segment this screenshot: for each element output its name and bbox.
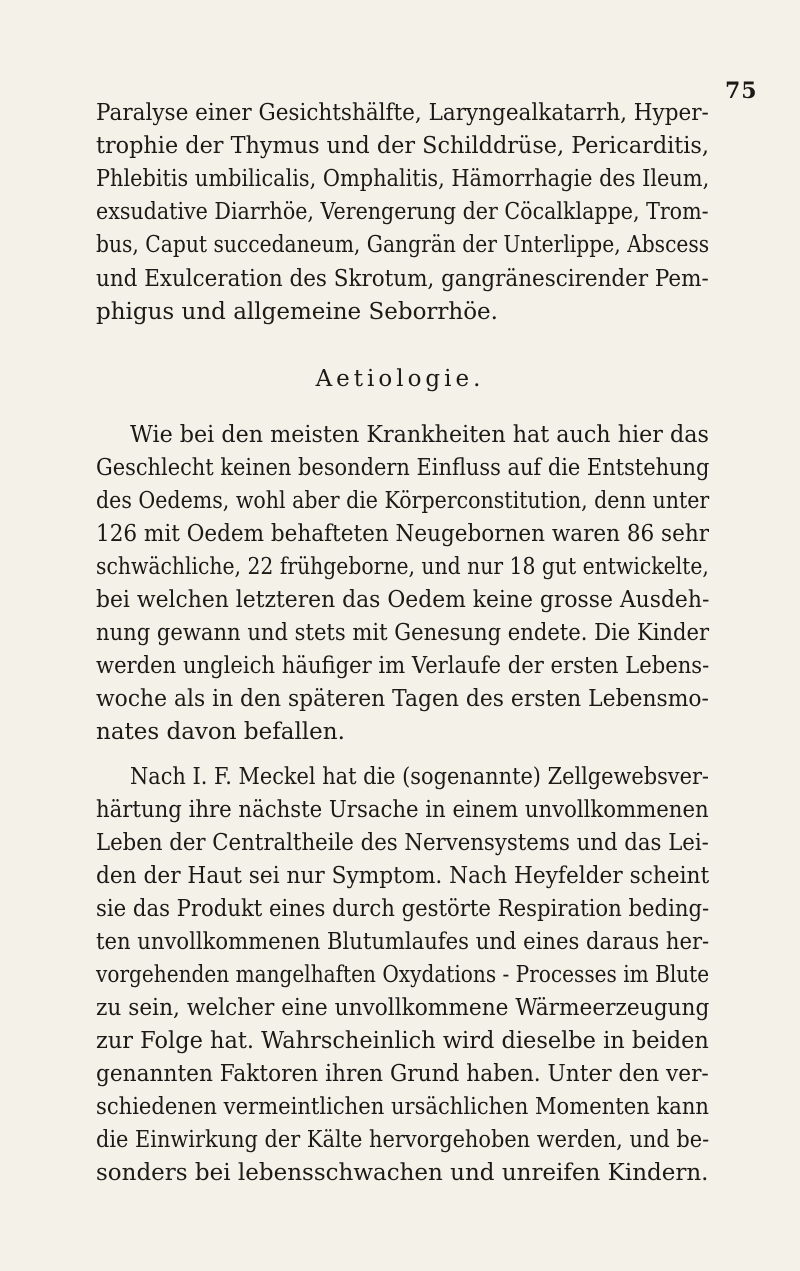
text-line: nung gewann und stets mit Genesung endete. Die Kinder (96, 620, 710, 646)
text-line: werden ungleich häufiger im Verlaufe der ersten Lebens- (96, 653, 710, 679)
text-line: Leben der Centraltheile des Nervensystems und das Lei- (96, 830, 709, 856)
text-line: zu sein, welcher eine unvollkommene Wärmeerzeugung (96, 995, 710, 1021)
text-line: Paralyse einer Gesichtshälfte, Laryngealkatarrh, Hyper- (96, 100, 709, 126)
text-line: 126 mit Oedem behafteten Neugebornen waren 86 sehr (96, 521, 709, 547)
text-line: trophie der Thymus und der Schilddrüse, Pericarditis, (96, 133, 709, 159)
text-line: vorgehenden mangelhaften Oxydations - Processes im Blute (96, 962, 710, 988)
text-line: schiedenen vermeintlichen ursächlichen Momenten kann (96, 1094, 709, 1120)
text-line: Geschlecht keinen besondern Einfluss auf die Entstehung (96, 455, 710, 481)
text-line: woche als in den späteren Tagen des ersten Lebensmo- (96, 686, 709, 712)
text-line: sie das Produkt eines durch gestörte Respiration beding- (96, 896, 710, 922)
text-line: bus, Caput succedaneum, Gangrän der Unterlippe, Abscess (96, 232, 710, 258)
text-line: und Exulceration des Skrotum, gangränescirender Pem- (96, 266, 709, 292)
text-line: des Oedems, wohl aber die Körperconstitution, denn unter (96, 488, 710, 514)
text-line: ten unvollkommenen Blutumlaufes und eines daraus her- (96, 929, 710, 955)
page-number: 75 (725, 78, 758, 104)
text-line: sonders bei lebensschwachen und unreifen Kindern. (96, 1160, 709, 1186)
text-line: härtung ihre nächste Ursache in einem unvollkommenen (96, 797, 709, 823)
text-line: die Einwirkung der Kälte hervorgehoben werden, und be- (96, 1127, 710, 1153)
text-line: Nach I. F. Meckel hat die (sogenannte) Zellgewebsver- (130, 764, 709, 790)
text-line: exsudative Diarrhöe, Verengerung der Cöcalklappe, Trom- (96, 199, 709, 225)
text-line: Phlebitis umbilicalis, Omphalitis, Hämorrhagie des Ileum, (96, 166, 710, 192)
text-line: den der Haut sei nur Symptom. Nach Heyfelder scheint (96, 863, 710, 889)
text-line: nates davon befallen. (96, 719, 345, 745)
text-line: schwächliche, 22 frühgeborne, und nur 18 gut entwickelte, (96, 554, 709, 580)
text-line: bei welchen letzteren das Oedem keine grosse Ausdeh- (96, 587, 710, 613)
text-line: genannten Faktoren ihren Grund haben. Unter den ver- (96, 1061, 709, 1087)
section-heading: Aetiologie. (315, 366, 485, 392)
text-line: phigus und allgemeine Seborrhöe. (96, 299, 498, 325)
text-line: Wie bei den meisten Krankheiten hat auch hier das (130, 422, 709, 448)
text-line: zur Folge hat. Wahrscheinlich wird dieselbe in beiden (96, 1028, 709, 1054)
